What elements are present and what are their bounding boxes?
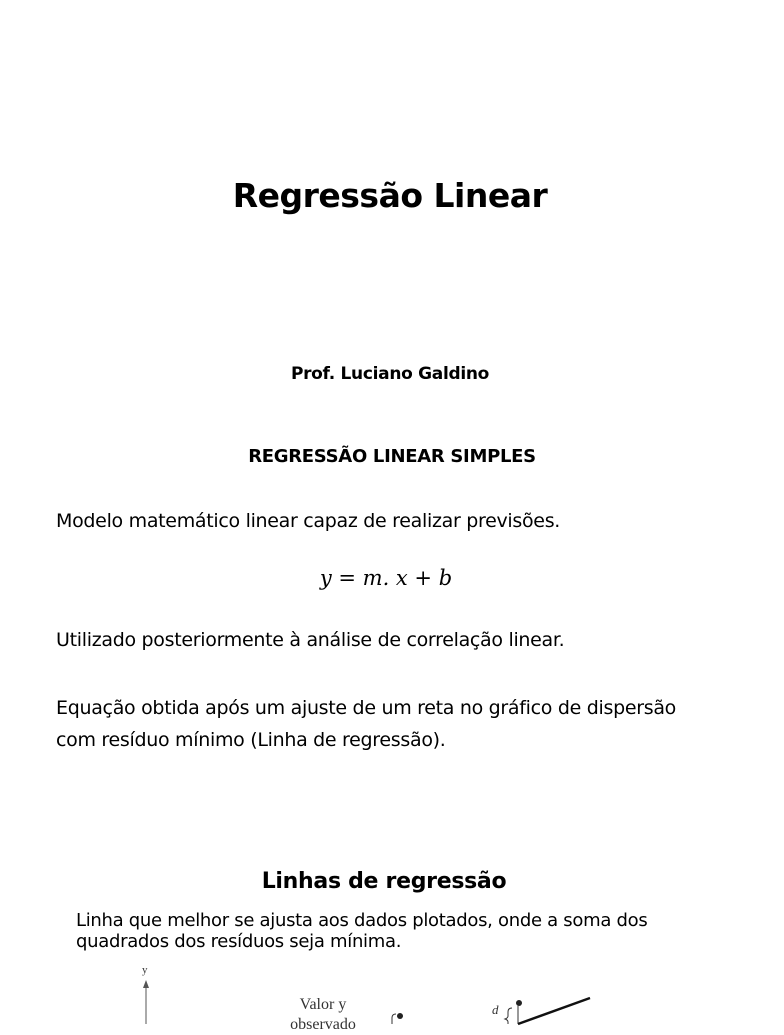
document-title: Regressão Linear	[232, 176, 548, 215]
observed-value-label: Valor y observado	[290, 996, 356, 1033]
author-name: Prof. Luciano Galdino	[290, 364, 490, 384]
section-heading: REGRESSÃO LINEAR SIMPLES	[248, 446, 536, 467]
regression-figure-drawing	[120, 960, 640, 1024]
paragraph-model-description: Modelo matemático linear capaz de realizar previsões.	[56, 510, 561, 532]
linear-equation: y = m. x + b	[319, 566, 453, 590]
y-axis-arrow-icon	[143, 980, 149, 988]
residual-brace-icon	[505, 1008, 512, 1024]
paragraph-equation-fit: Equação obtida após um ajuste de um reta no gráfico de dispersão com resíduo mínimo (Linha de regressão).	[56, 697, 677, 751]
regression-line	[518, 998, 590, 1024]
residual-brace-icon	[392, 1014, 396, 1024]
y-axis-label: y	[142, 964, 148, 976]
slide-heading: Linhas de regressão	[261, 869, 507, 894]
regression-figure	[120, 960, 640, 1033]
residual-label: d	[492, 1002, 499, 1017]
paragraph-usage: Utilizado posteriormente à análise de correlação linear.	[56, 629, 565, 651]
data-point	[397, 1013, 403, 1019]
slide-text: Linha que melhor se ajusta aos dados plotados, onde a soma dos quadrados dos resíduos seja mínima.	[76, 910, 648, 952]
data-point	[516, 1000, 522, 1006]
